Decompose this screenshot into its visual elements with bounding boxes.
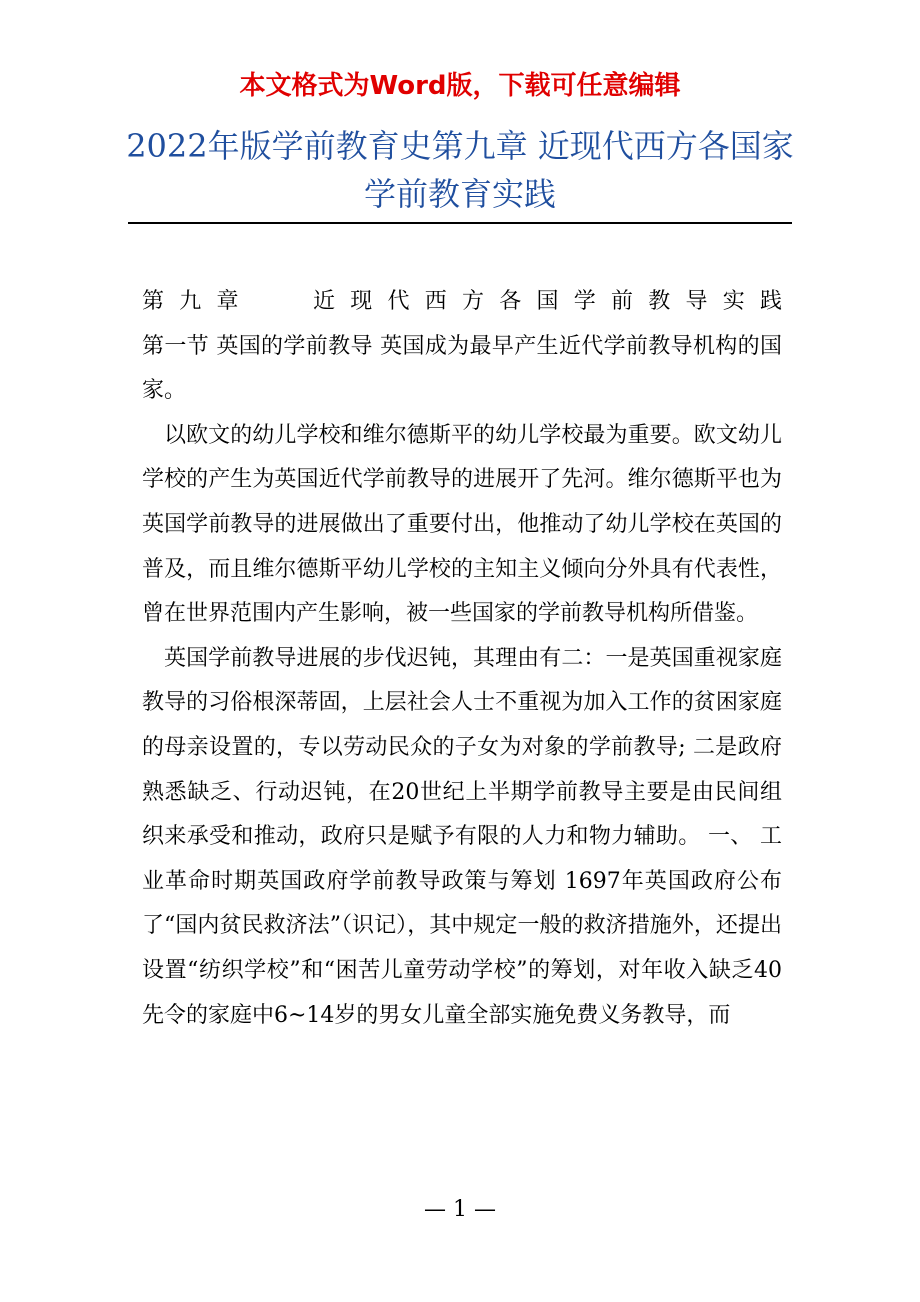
- chapter-char: 现: [350, 289, 373, 314]
- chapter-char: 九: [179, 289, 202, 314]
- chapter-char: 实: [722, 289, 745, 314]
- chapter-char: 前: [610, 289, 633, 314]
- format-notice: 本文格式为Word版，下载可任意编辑: [239, 71, 681, 101]
- chapter-char: 西: [424, 289, 447, 314]
- chapter-char: 近: [312, 289, 335, 314]
- chapter-char: 章: [216, 289, 239, 314]
- document-body: [142, 280, 782, 1038]
- paragraph-section-intro: 第一节 英国的学前教导 英国成为最早产生近代学前教导机构的国家。: [142, 333, 782, 404]
- title-divider: [128, 222, 792, 224]
- paragraph-infant-schools: 以欧文的幼儿学校和维尔德斯平的幼儿学校最为重要。欧文幼儿学校的产生为英国近代学前教导的进展开了先河。维尔德斯平也为英国学前教导的进展做出了重要付出，他推动了幼儿学校在英国的普及，而且维尔德斯平幼儿学校的主知主义倾向分外具有代表性，曾在世界范围内产生影响，被一些国家的学前教导机构所借鉴。: [142, 422, 782, 627]
- document-title: 2022年版学前教育史第九章 近现代西方各国家学前教育实践: [126, 127, 794, 213]
- chapter-char: 学: [573, 289, 596, 314]
- chapter-char: 代: [387, 289, 410, 314]
- chapter-char: 导: [685, 289, 708, 314]
- chapter-gap: [254, 280, 298, 325]
- chapter-char: 方: [461, 289, 484, 314]
- chapter-char: 第: [142, 289, 165, 314]
- chapter-char: 国: [536, 289, 559, 314]
- paragraph-slow-development: 英国学前教导进展的步伐迟钝，其理由有二：一是英国重视家庭教导的习俗根深蒂固，上层社会人士不重视为加入工作的贫困家庭的母亲设置的，专以劳动民众的子女为对象的学前教导; 二是政府熟悉缺乏、行动迟钝，在20世纪上半期学前教导主要是由民间组织来承受和推动，政府只是赋予有限的人力和物力辅助。 一、 工业革命时期英国政府学前教导政策与筹划 1697年英国政府公布了“国内贫民救济法”（识记），其中规定一般的救济措施外，还提出设置“纺织学校”和“困苦儿童劳动学校”的筹划，对年收入缺乏40先令的家庭中6~14岁的男女儿童全部实施免费义务教导，而: [142, 645, 782, 1028]
- chapter-char: 践: [759, 289, 782, 314]
- chapter-char: 教: [648, 289, 671, 314]
- chapter-heading-line: [142, 280, 782, 325]
- page-number: — 1 —: [424, 1197, 496, 1222]
- chapter-char: 各: [499, 289, 522, 314]
